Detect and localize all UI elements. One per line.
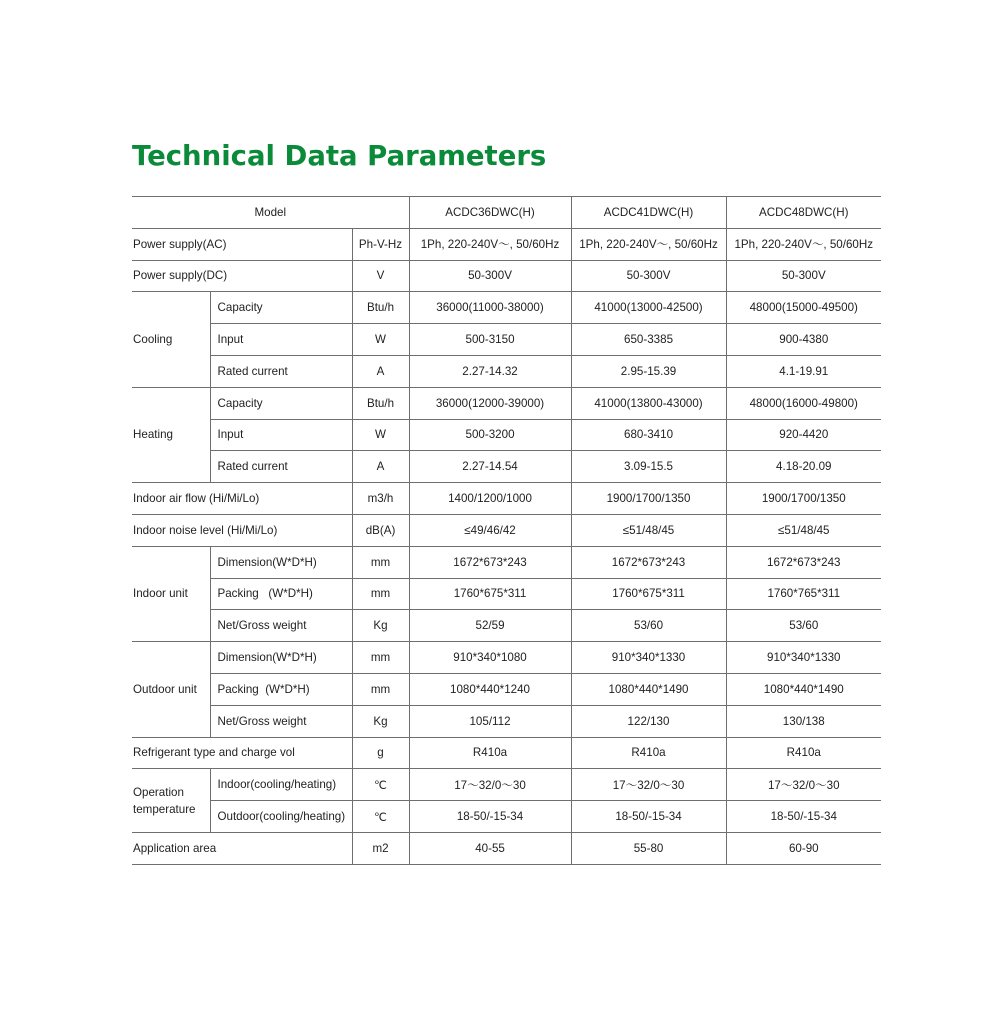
param-value: 52/59 <box>409 610 571 642</box>
param-value: 1400/1200/1000 <box>409 483 571 515</box>
param-unit: W <box>352 419 409 451</box>
param-label: Refrigerant type and charge vol <box>132 737 352 769</box>
param-unit: W <box>352 324 409 356</box>
header-row <box>132 197 881 229</box>
param-label: Power supply(DC) <box>132 260 352 292</box>
param-unit: Ph-V-Hz <box>352 228 409 260</box>
param-value: 1080*440*1490 <box>726 673 881 705</box>
param-value: 1672*673*243 <box>571 546 726 578</box>
param-label: Net/Gross weight <box>210 610 352 642</box>
param-label: Power supply(AC) <box>132 228 352 260</box>
param-value: 48000(16000-49800) <box>726 387 881 419</box>
param-label: Indoor air flow (Hi/Mi/Lo) <box>132 483 352 515</box>
group-label-heating: Heating <box>132 387 210 482</box>
param-value: 910*340*1330 <box>726 642 881 674</box>
param-value: 650-3385 <box>571 324 726 356</box>
param-value: 1900/1700/1350 <box>571 483 726 515</box>
param-value: 2.95-15.39 <box>571 355 726 387</box>
param-value: 36000(12000-39000) <box>409 387 571 419</box>
table-row <box>132 769 881 801</box>
param-unit: V <box>352 260 409 292</box>
param-label: Indoor noise level (Hi/Mi/Lo) <box>132 514 352 546</box>
param-value: 50-300V <box>726 260 881 292</box>
param-value: 53/60 <box>726 610 881 642</box>
param-unit: m2 <box>352 832 409 864</box>
table-row <box>132 801 881 833</box>
param-value: 1672*673*243 <box>409 546 571 578</box>
table-row <box>132 228 881 260</box>
param-unit: mm <box>352 546 409 578</box>
page-title: Technical Data Parameters <box>132 140 547 172</box>
param-value: 920-4420 <box>726 419 881 451</box>
param-unit: Kg <box>352 705 409 737</box>
param-unit: mm <box>352 642 409 674</box>
table-row <box>132 260 881 292</box>
param-value: 48000(15000-49500) <box>726 292 881 324</box>
table-row <box>132 610 881 642</box>
param-value: 910*340*1330 <box>571 642 726 674</box>
param-value: R410a <box>571 737 726 769</box>
param-value: 1Ph, 220-240V～, 50/60Hz <box>409 228 571 260</box>
param-value: ≤51/48/45 <box>571 514 726 546</box>
param-value: 2.27-14.54 <box>409 451 571 483</box>
table-row <box>132 578 881 610</box>
spec-table <box>132 196 881 865</box>
param-unit: A <box>352 355 409 387</box>
table-row <box>132 419 881 451</box>
param-value: 1760*675*311 <box>409 578 571 610</box>
param-unit: Btu/h <box>352 387 409 419</box>
param-value: 18-50/-15-34 <box>726 801 881 833</box>
param-value: 130/138 <box>726 705 881 737</box>
param-value: 50-300V <box>409 260 571 292</box>
param-value: 60-90 <box>726 832 881 864</box>
param-unit: dB(A) <box>352 514 409 546</box>
param-value: 41000(13000-42500) <box>571 292 726 324</box>
param-value: 500-3200 <box>409 419 571 451</box>
param-value: R410a <box>726 737 881 769</box>
param-unit: ℃ <box>352 801 409 833</box>
param-value: 53/60 <box>571 610 726 642</box>
param-label: Rated current <box>210 451 352 483</box>
model-header: Model <box>132 197 409 229</box>
param-label: Net/Gross weight <box>210 705 352 737</box>
param-value: 680-3410 <box>571 419 726 451</box>
param-label: Capacity <box>210 292 352 324</box>
param-value: 900-4380 <box>726 324 881 356</box>
param-unit: mm <box>352 578 409 610</box>
model-name-acdc41dwc-h: ACDC41DWC(H) <box>571 197 726 229</box>
param-label: Input <box>210 419 352 451</box>
param-value: 1672*673*243 <box>726 546 881 578</box>
table-row <box>132 737 881 769</box>
param-value: 122/130 <box>571 705 726 737</box>
param-value: 50-300V <box>571 260 726 292</box>
param-label: Rated current <box>210 355 352 387</box>
param-value: 17～32/0～30 <box>409 769 571 801</box>
param-value: ≤49/46/42 <box>409 514 571 546</box>
param-value: 40-55 <box>409 832 571 864</box>
param-value: R410a <box>409 737 571 769</box>
param-value: 500-3150 <box>409 324 571 356</box>
model-name-acdc48dwc-h: ACDC48DWC(H) <box>726 197 881 229</box>
param-value: 55-80 <box>571 832 726 864</box>
param-value: 1080*440*1240 <box>409 673 571 705</box>
model-name-acdc36dwc-h: ACDC36DWC(H) <box>409 197 571 229</box>
table-row <box>132 483 881 515</box>
param-unit: mm <box>352 673 409 705</box>
param-value: 1Ph, 220-240V～, 50/60Hz <box>726 228 881 260</box>
table-row <box>132 324 881 356</box>
param-value: 17～32/0～30 <box>726 769 881 801</box>
param-value: 1760*765*311 <box>726 578 881 610</box>
param-unit: Btu/h <box>352 292 409 324</box>
param-label: Capacity <box>210 387 352 419</box>
param-value: 2.27-14.32 <box>409 355 571 387</box>
table-row <box>132 514 881 546</box>
table-row <box>132 705 881 737</box>
param-unit: g <box>352 737 409 769</box>
param-value: 1760*675*311 <box>571 578 726 610</box>
param-value: 1Ph, 220-240V～, 50/60Hz <box>571 228 726 260</box>
table-row <box>132 451 881 483</box>
table-row <box>132 673 881 705</box>
param-label: Outdoor(cooling/heating) <box>210 801 352 833</box>
table-row <box>132 387 881 419</box>
param-unit: ℃ <box>352 769 409 801</box>
table-row <box>132 642 881 674</box>
param-value: 17～32/0～30 <box>571 769 726 801</box>
param-label: Input <box>210 324 352 356</box>
param-label: Application area <box>132 832 352 864</box>
group-label-cooling: Cooling <box>132 292 210 387</box>
group-label-operation-temperature: Operation temperature <box>132 769 210 833</box>
param-label: Dimension(W*D*H) <box>210 642 352 674</box>
param-value: 18-50/-15-34 <box>409 801 571 833</box>
param-label: Indoor(cooling/heating) <box>210 769 352 801</box>
param-value: 4.18-20.09 <box>726 451 881 483</box>
param-value: 4.1-19.91 <box>726 355 881 387</box>
group-label-indoor-unit: Indoor unit <box>132 546 210 641</box>
table-row <box>132 292 881 324</box>
table-row <box>132 355 881 387</box>
param-value: 18-50/-15-34 <box>571 801 726 833</box>
group-label-outdoor-unit: Outdoor unit <box>132 642 210 737</box>
table-row <box>132 546 881 578</box>
param-label: Dimension(W*D*H) <box>210 546 352 578</box>
param-value: ≤51/48/45 <box>726 514 881 546</box>
param-label: Packing (W*D*H) <box>210 673 352 705</box>
param-value: 1080*440*1490 <box>571 673 726 705</box>
table-row <box>132 832 881 864</box>
param-value: 1900/1700/1350 <box>726 483 881 515</box>
param-label: Packing (W*D*H) <box>210 578 352 610</box>
param-unit: A <box>352 451 409 483</box>
param-value: 41000(13800-43000) <box>571 387 726 419</box>
param-value: 36000(11000-38000) <box>409 292 571 324</box>
param-unit: m3/h <box>352 483 409 515</box>
param-unit: Kg <box>352 610 409 642</box>
param-value: 910*340*1080 <box>409 642 571 674</box>
param-value: 105/112 <box>409 705 571 737</box>
param-value: 3.09-15.5 <box>571 451 726 483</box>
